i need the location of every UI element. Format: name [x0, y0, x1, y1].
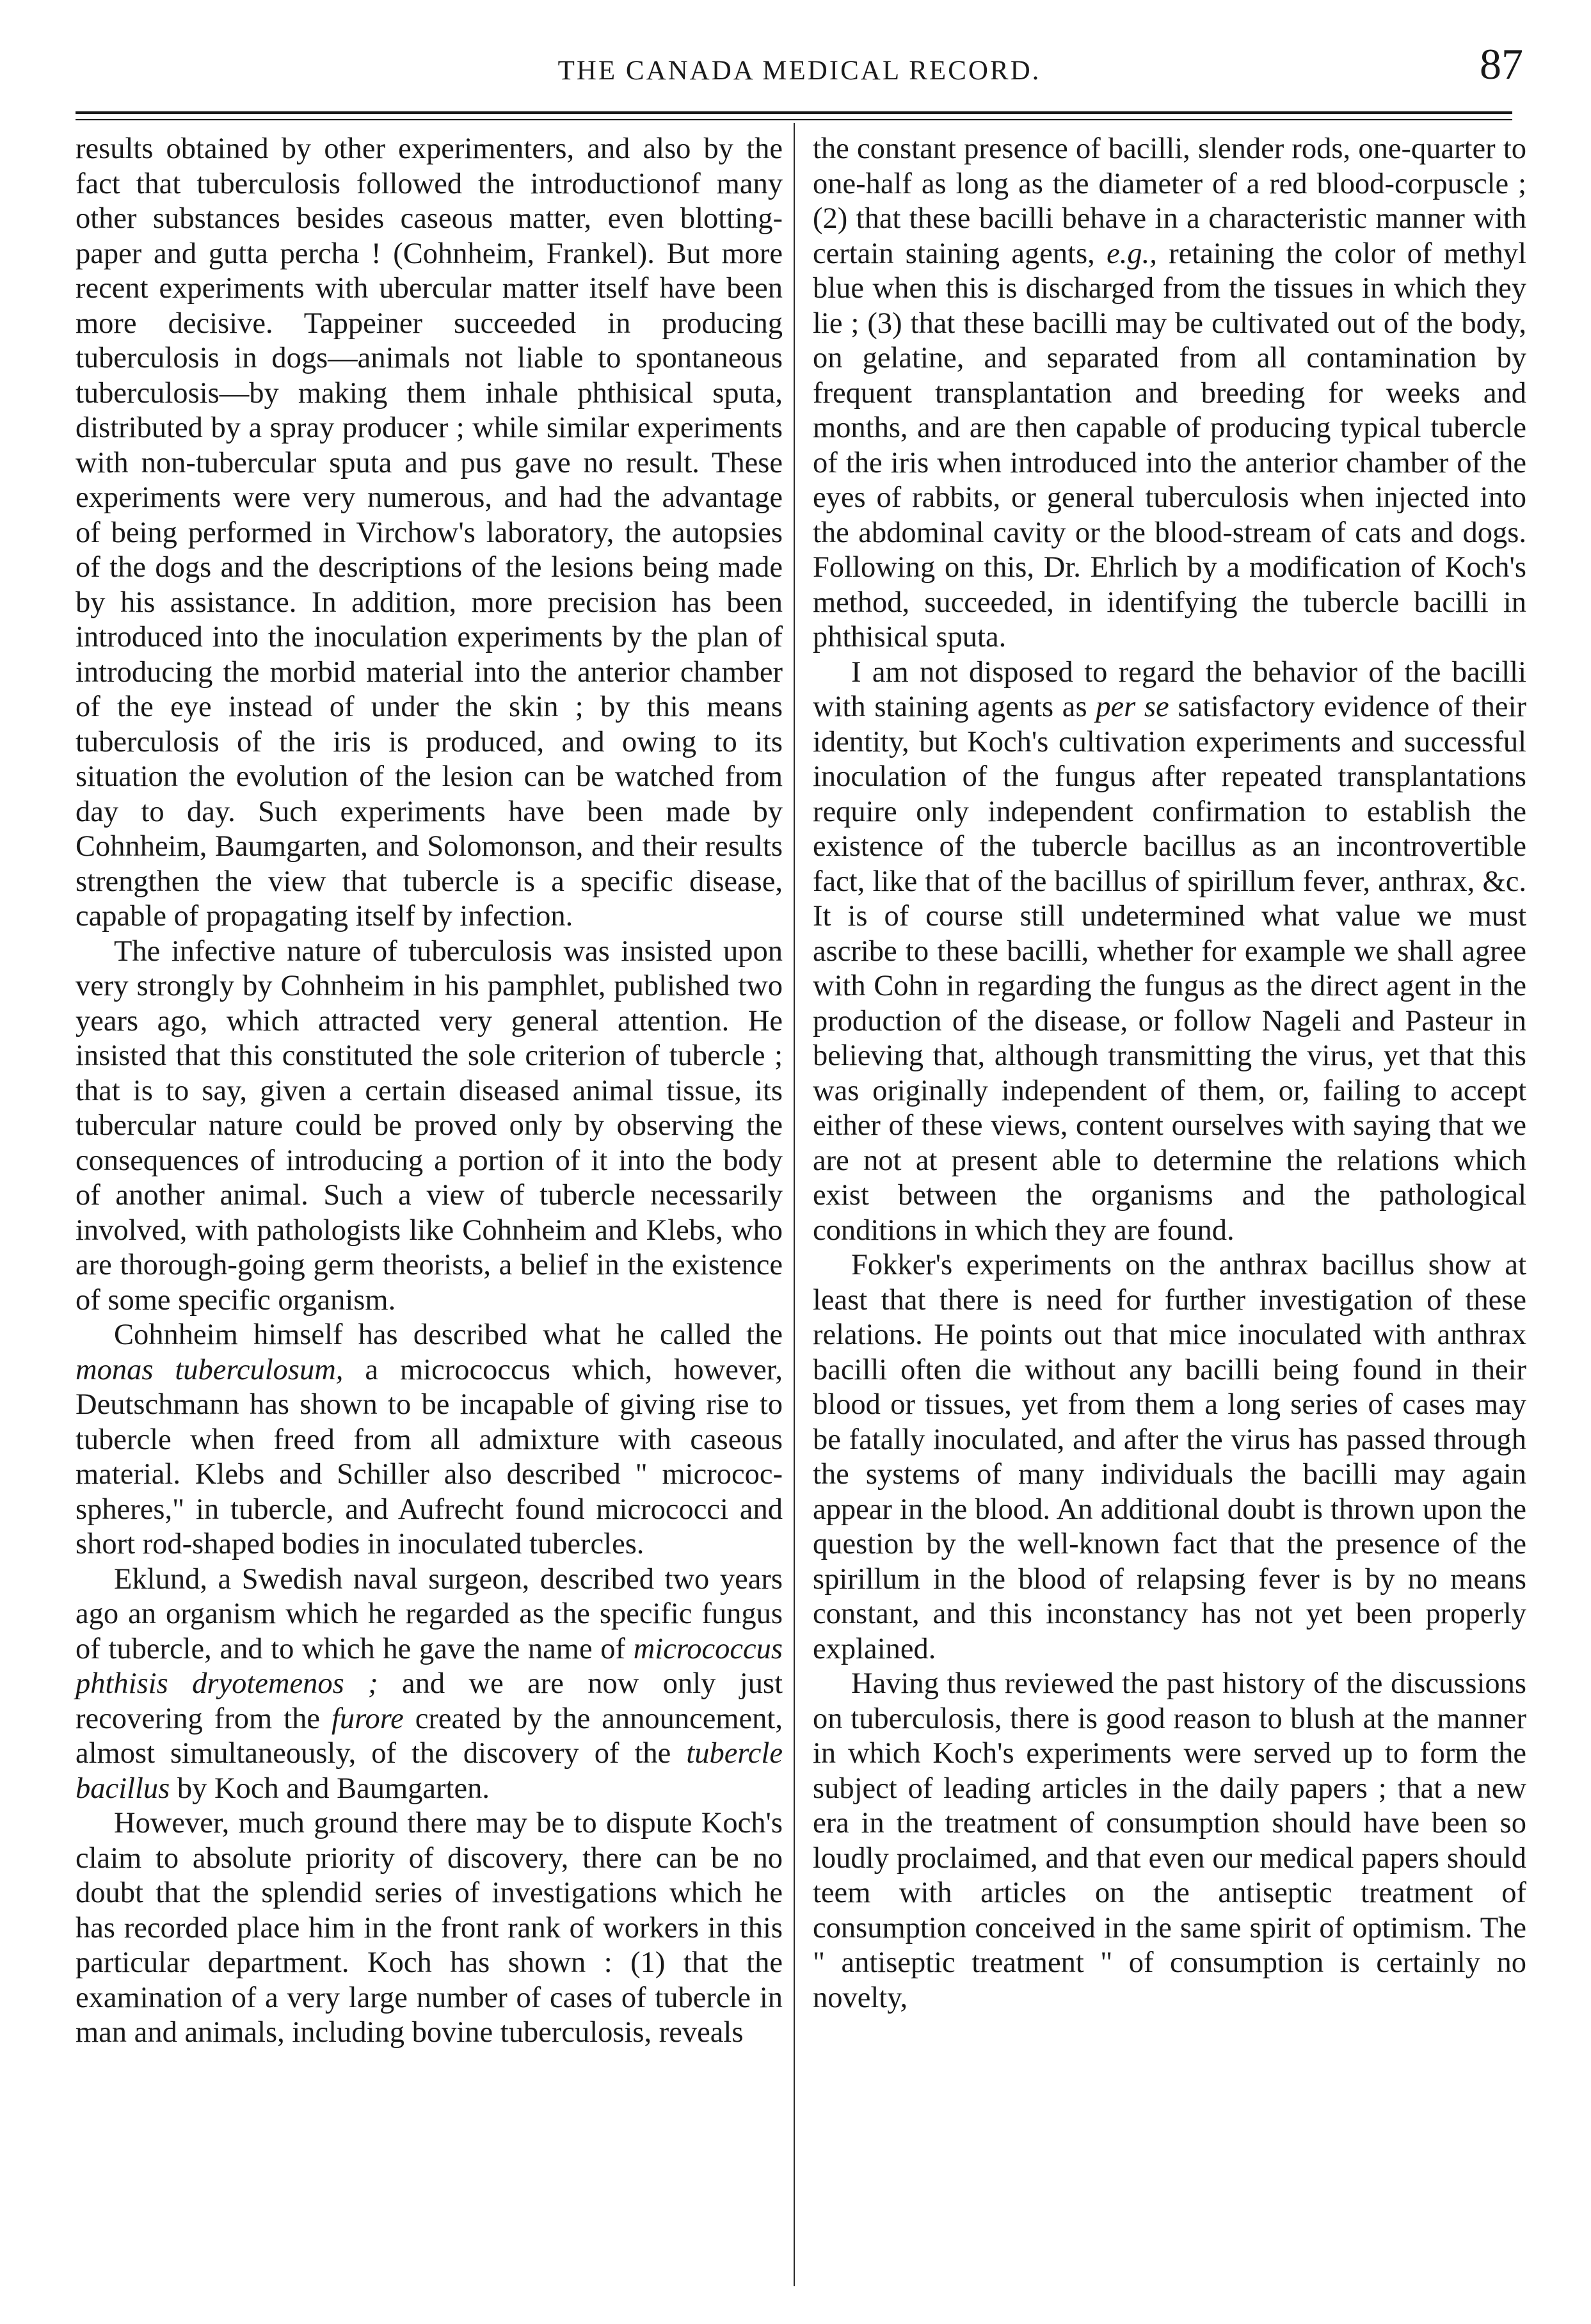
text-run: I am not disposed to regard the behavior of the bacilli with staining agents as	[813, 655, 1526, 723]
paragraph	[76, 1562, 783, 1807]
text-run: Cohnheim himself has described what he called the	[114, 1318, 783, 1351]
paragraph: Fokker's experiments on the anthrax bacillus show at least that there is need for further investigation of these relations. He points out that mice inoculated with anthrax bacilli often die without any bacilli being found in their blood or tissues, yet from them a long series of cases may be fatally inoculated, and after the virus has passed through the systems of many individuals the bacilli may again appear in the blood. An additional doubt is thrown upon the question by the well-known fact that the presence of the spirillum in the blood of relapsing fever is by no means constant, and this inconstancy has not yet been properly explained.	[813, 1249, 1526, 1665]
paragraph	[76, 1318, 783, 1562]
italic-term: per se	[1096, 691, 1169, 723]
paragraph	[813, 655, 1526, 1249]
text-run: the constant presence of bacilli, slender rods, one-quarter to one-half as long as the diameter of a red blood-corpuscle ; (2) that these bacilli behave in a characteristic manner with certain staining agents,	[813, 132, 1526, 270]
paragraph: results obtained by other experimenters, and also by the fact that tuberculosis followed the introductionof many other substances besides caseous matter, even blotting-paper and gutta percha ! (Cohnheim, Frankel). But more recent experiments with ubercular matter itself have been more decisive. Tappeiner succeeded in producing tuberculosis in dogs—animals not liable to spontaneous tuberculosis—by making them inhale phthisical sputa, distributed by a spray producer ; while similar experiments with non-tubercular sputa and pus gave no result. These experiments were very numerous, and had the advantage of being performed in Virchow's laboratory, the autopsies of the dogs and the descriptions of the lesions being made by his assistance. In addition, more precision has been introduced into the inoculation experiments by the plan of introducing the morbid material into the anterior chamber of the eye instead of under the skin ; by this means tuberculosis of the iris is produced, and owing to its situation the evolution of the lesion can be watched from day to day. Such experiments have been made by Cohnheim, Baumgarten, and Solomonson, and their results strengthen the view that tubercle is a specific disease, capable of propagating itself by infection.	[76, 132, 783, 933]
column-divider	[794, 123, 795, 2286]
page-header	[76, 37, 1523, 95]
italic-term: e.g.,	[1107, 237, 1157, 270]
paragraph: However, much ground there may be to dispute Koch's claim to absolute priority of discovery, there can be no doubt that the splendid series of investigations which he has recorded place him in the front rank of workers in this particular department. Koch has shown : (1) that the examination of a very large number of cases of tubercle in man and animals, including bovine tuberculosis, reveals	[76, 1807, 783, 2049]
page-number: 87	[1480, 40, 1523, 88]
journal-title: THE CANADA MEDICAL RECORD.	[557, 56, 1041, 86]
text-run: and we are now only just recovering from the	[76, 1667, 783, 1735]
text-run: satisfactory evidence of their identity, but Koch's cultivation experiments and successful inoculation of the fungus after repeated transplantations require only independent confirmation to establish the existence of the tubercle bacillus as an incontrovertible fact, like that of the bacillus of spirillum fever, anthrax, &c. It is of course still undetermined what value we must ascribe to these bacilli, whether for example we shall agree with Cohn in regarding the fungus as the direct agent in the production of the disease, or follow Nageli and Pasteur in believing that, although transmitting the virus, yet that this was originally independent of them, or, failing to accept either of these views, content ourselves with saying that we are not at present able to determine the relations which exist between the organisms and the pathological conditions in which they are found.	[813, 691, 1526, 1247]
left-column	[76, 132, 783, 2051]
italic-term: monas tuberculosum,	[76, 1353, 344, 1386]
text-run: by Koch and Baumgarten.	[170, 1772, 490, 1805]
italic-term: furore	[331, 1702, 404, 1735]
paragraph: Having thus reviewed the past history of the discussions on tuberculosis, there is good reason to blush at the manner in which Koch's experiments were served up to form the subject of leading articles in the daily papers ; that a new era in the treatment of consumption should have been so loudly proclaimed, and that even our medical papers should teem with articles on the antiseptic treatment of consumption conceived in the same spirit of optimism. The " antiseptic treatment " of consumption is certainly no novelty,	[813, 1667, 1526, 2014]
paragraph	[813, 132, 1526, 655]
text-run: a micrococcus which, however, Deutschmann has shown to be incapable of giving rise to tubercle when freed from all admixture with caseous material. Klebs and Schiller also described " micrococ-spheres," in tubercle, and Aufrecht found micrococci and short rod-shaped bodies in inoculated tubercles.	[76, 1353, 783, 1560]
italic-term: micrococcus phthisis dryotemenos ;	[76, 1632, 783, 1700]
header-rule-thick	[76, 111, 1512, 114]
text-run: Eklund, a Swedish naval surgeon, described two years ago an organism which he regarded as the specific fungus of tubercle, and to which he gave the name of	[76, 1562, 783, 1665]
right-column	[813, 132, 1526, 2015]
text-run: created by the announcement, almost simultaneously, of the discovery of the	[76, 1702, 783, 1770]
paragraph: The infective nature of tuberculosis was insisted upon very strongly by Cohnheim in his pamphlet, published two years ago, which attracted very general attention. He insisted that this constituted the sole criterion of tubercle ; that is to say, given a certain diseased animal tissue, its tubercular nature could be proved only by observing the consequences of introducing a portion of it into the body of another animal. Such a view of tubercle necessarily involved, with pathologists like Cohnheim and Klebs, who are thorough-going germ theorists, a belief in the existence of some specific organism.	[76, 934, 783, 1317]
italic-term: tubercle bacillus	[76, 1737, 783, 1805]
header-rule-thin	[76, 119, 1512, 120]
text-run: retaining the color of methyl blue when this is discharged from the tissues in which they lie ; (3) that these bacilli may be cultivated out of the body, on gelatine, and separated from all contamination by frequent transplantation and breeding for weeks and months, and are then capable of producing typical tubercle of the iris when introduced into the anterior chamber of the eyes of rabbits, or general tuberculosis when injected into the abdominal cavity or the blood-stream of cats and dogs. Following on this, Dr. Ehrlich by a modification of Koch's method, succeeded, in identifying the tubercle bacilli in phthisical sputa.	[813, 237, 1526, 653]
